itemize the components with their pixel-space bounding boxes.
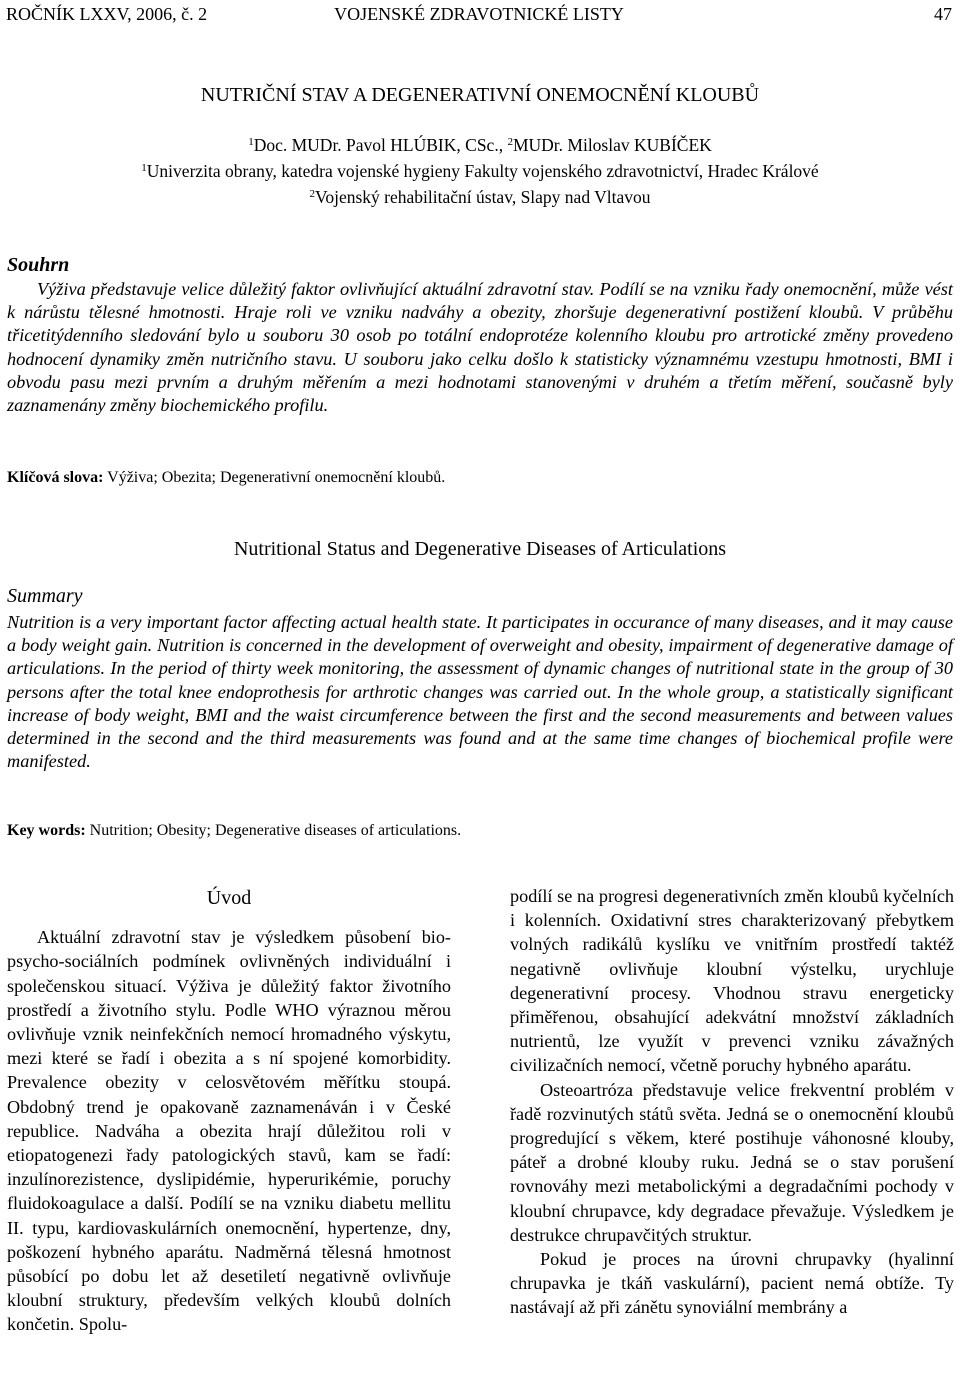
journal-issue: ROČNÍK LXXV, 2006, č. 2 (6, 4, 208, 24)
affiliation-2-text: Vojenský rehabilitační ústav, Slapy nad Vltavou (314, 187, 651, 207)
author-line (0, 132, 960, 158)
body-paragraph: Aktuální zdravotní stav je výsledkem působení bio-psycho-sociálních podmínek ovlivněných individuální i společenskou situací. Výživa je důležitý faktor životního prostředí a životního stylu. Podle WHO výraznou měrou ovlivňuje vznik neinfekčních nemocí hromadného výskytu, mezi které se řadí i obezita a s ní spojené komorbidity. Prevalence obezity v celosvětovém měřítku stoupá. Obdobný trend je opakovaně zaznamenáván i v České republice. Nadváha a obezita hrají důležitou roli v etiopatogenezi řady patologických stavů, kam se řadí: inzulínorezistence, dyslipidémie, hyperurikémie, poruchy fluidokoagulace a další. Podílí se na vzniku diabetu mellitu II. typu, kardiovaskulárních onemocnění, hypertenze, dny, poškození hybného aparátu. Nadměrná tělesná hmotnost působící po dobu let až desetiletí negativně ovlivňuje kloubní struktury, především velkých kloubů dolních končetin. Spolu- (7, 927, 451, 1335)
page-number: 47 (934, 4, 952, 24)
section-title (7, 886, 451, 910)
keywords-english (7, 822, 461, 840)
affiliation-mark: 2 (507, 136, 513, 148)
author-1: Doc. MUDr. Pavol HLÚBIK, CSc., (253, 135, 508, 155)
keywords-label: Klíčová slova: (7, 469, 104, 486)
section-title-text: Úvod (206, 887, 252, 909)
affiliation-1-text: Univerzita obrany, katedra vojenské hygieny Fakulty vojenského zdravotnictví, Hradec Králové (146, 161, 819, 181)
running-header (6, 4, 952, 28)
keywords-text: Výživa; Obezita; Degenerativní onemocnění kloubů. (103, 469, 446, 486)
keywords-label: Key words: (7, 822, 86, 839)
body-paragraph: Pokud je proces na úrovni chrupavky (hyalinní chrupavka je tkáň vaskulární), pacient nemá obtíže. Ty nastávají až při zánětu synoviální membrány a (510, 1249, 954, 1318)
affiliation-mark: 2 (309, 188, 315, 200)
abstract-text-english: Nutrition is a very important factor affecting actual health state. It participates in occurance of many diseases, and it may cause a body weight gain. Nutrition is concerned in the development of overweight and obesity, impairment of degenerative damage of articulations. In the period of thirty week monitoring, the assessment of dynamic changes of nutritional state in the group of 30 persons after the total knee endoprothesis for arthrotic changes was carried out. In the whole group, a statistically significant increase of body weight, BMI and the waist circumference between the first and the second measurements and between values determined in the second and the third measurements was found and at the same time changes of biochemical profile were manifested. (7, 612, 953, 772)
journal-name: VOJENSKÉ ZDRAVOTNICKÉ LISTY (334, 4, 624, 24)
affiliation-mark: 1 (248, 136, 254, 148)
abstract-heading-english: Summary (7, 585, 83, 607)
body-paragraph: podílí se na progresi degenerativních změn kloubů kyčelních i kolenních. Oxidativní stres charakterizovaný přebytkem volných radikálů kyslíku ve vnitřním prostředí taktéž negativně ovlivňuje kloubní výstelku, urychluje degenerativní procesy. Vhodnou stravu energeticky přiměřenou, obsahující adekvátní množství základních nutrientů, lze využít v prevenci vzniku závažných civilizačních nemocí, včetně poruchy hybného aparátu. (510, 886, 954, 1076)
body-paragraph: Osteoartróza představuje velice frekventní problém v řadě rozvinutých států světa. Jedná se o onemocnění kloubů progredující s věkem, které postihuje váhonosné klouby, páteř a drobné klouby ruku. Jedná se o stav porušení rovnováhy mezi metabolickými a degradačními pochody v kloubní chrupavce, kdy degradace převažuje. Výsledkem je destrukce chrupavčitých struktur. (510, 1079, 954, 1245)
article-title-czech: NUTRIČNÍ STAV A DEGENERATIVNÍ ONEMOCNĚNÍ KLOUBŮ (200, 84, 760, 106)
affiliation-2 (0, 184, 960, 210)
abstract-text-czech: Výživa představuje velice důležitý faktor ovlivňující aktuální zdravotní stav. Podílí se na vzniku řady onemocnění, může vést k nárůstu tělesné hmotnosti. Hraje roli ve vzniku nadváhy a obezity, zhoršuje degenerativní postižení kloubů. V průběhu třicetitýdenního sledování bylo u souboru 30 osob po totální endoprotéze kolenního kloubu pro artrotické změny provedeno hodnocení dynamiky změn nutričního stavu. U souboru jako celku došlo k statisticky významnému vzestupu hmotnosti, BMI i obvodu pasu mezi prvním a druhým měřením a mezi hodnotami stanovenými v druhém a třetím měření, současně byly zaznamenány změny biochemického profilu. (7, 279, 953, 416)
keywords-text: Nutrition; Obesity; Degenerative diseases of articulations. (85, 822, 462, 839)
authors-block (0, 132, 960, 210)
body-column-right (510, 884, 954, 1320)
article-title-english: Nutritional Status and Degenerative Diseases of Articulations (233, 538, 727, 560)
affiliation-mark: 1 (141, 162, 147, 174)
abstract-heading-czech: Souhrn (7, 254, 70, 276)
body-column-left (7, 884, 451, 1337)
author-2: MUDr. Miloslav KUBÍČEK (512, 135, 712, 155)
keywords-czech (7, 469, 445, 487)
affiliation-1 (0, 158, 960, 184)
